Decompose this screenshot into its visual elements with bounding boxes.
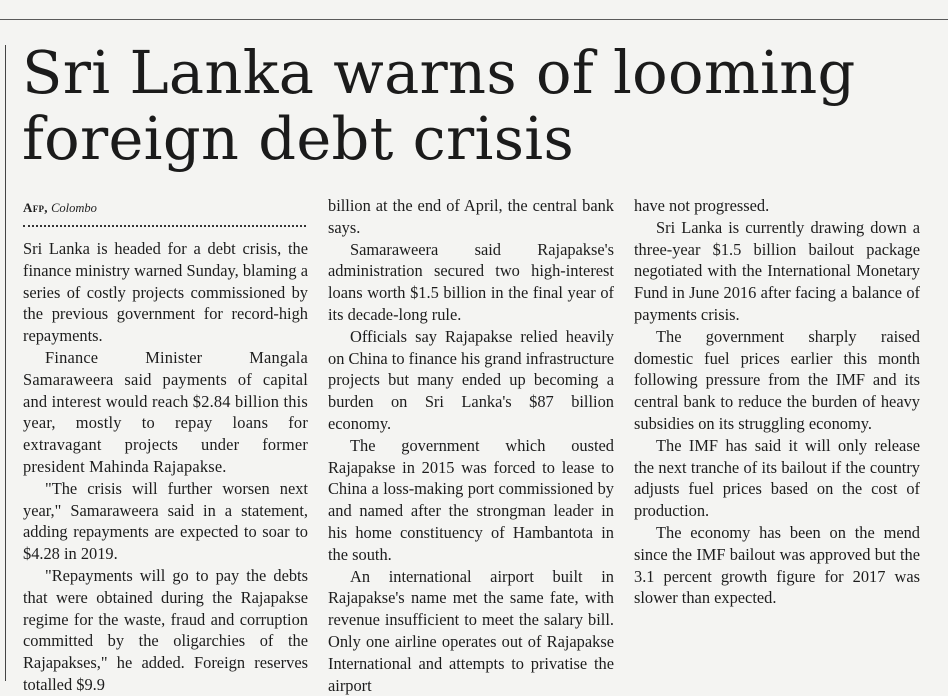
paragraph: Samaraweera said Rajapakse's administration secured two high-interest loans worth $1.5 billion in the final year of its decade-long rule. bbox=[328, 239, 614, 324]
byline-agency: Afp, bbox=[23, 200, 48, 215]
paragraph: Sri Lanka is currently drawing down a three-year $1.5 billion bailout package negotiated with the International Monetary Fund in June 2016 after facing a balance of payments crisis. bbox=[634, 217, 920, 324]
paragraph: Sri Lanka is headed for a debt crisis, the finance ministry warned Sunday, blaming a series of costly projects commissioned by the previous government for record-high repayments. bbox=[23, 239, 308, 346]
byline-dotted-divider bbox=[23, 225, 306, 227]
paragraph: "The crisis will further worsen next year," Samaraweera said in a statement, adding repayments are expected to soar to $4.28 in 2019. bbox=[23, 478, 308, 564]
top-divider bbox=[0, 19, 948, 20]
paragraph: An international airport built in Rajapakse's name met the same fate, with revenue insufficient to meet the salary bill. Only one airline operates out of Rajapakse International and attempts to privatise the airport bbox=[328, 566, 614, 695]
paragraph: Officials say Rajapakse relied heavily on China to finance his grand infrastructure projects but many ended up becoming a burden on Sri Lanka's $87 billion economy. bbox=[328, 326, 614, 433]
left-column-rule bbox=[5, 45, 6, 681]
paragraph: have not progressed. bbox=[634, 196, 770, 215]
byline bbox=[23, 199, 308, 219]
paragraph: The economy has been on the mend since the IMF bailout was approved but the 3.1 percent growth figure for 2017 was slower than expected. bbox=[634, 522, 920, 608]
article-column-1 bbox=[23, 195, 308, 696]
byline-place: Colombo bbox=[51, 201, 97, 215]
article-headline: Sri Lanka warns of looming foreign debt crisis bbox=[22, 38, 856, 173]
paragraph: The government which ousted Rajapakse in 2015 was forced to lease to China a loss-making port commissioned by and named after the strongman leader in his home constituency of Hambantota in the south. bbox=[328, 435, 614, 564]
paragraph: Finance Minister Mangala Samaraweera said payments of capital and interest would reach $2.84 billion this year, mostly to repay loans for extravagant projects under former president Mahinda Rajapakse. bbox=[23, 347, 308, 476]
article-column-2 bbox=[328, 195, 614, 696]
article-column-3 bbox=[634, 195, 920, 609]
paragraph: billion at the end of April, the central bank says. bbox=[328, 196, 614, 237]
paragraph: The government sharply raised domestic fuel prices earlier this month following pressure from the IMF and its central bank to reduce the burden of heavy subsidies on its struggling economy. bbox=[634, 326, 920, 433]
previous-article-cutoff bbox=[450, 0, 948, 8]
paragraph: "Repayments will go to pay the debts that were obtained during the Rajapakse regime for the waste, fraud and corruption committed by the oligarchies of the Rajapakses," he added. Foreign reserves totalled $9.9 bbox=[23, 565, 308, 694]
paragraph: The IMF has said it will only release the next tranche of its bailout if the country adjusts fuel prices based on the cost of production. bbox=[634, 435, 920, 521]
